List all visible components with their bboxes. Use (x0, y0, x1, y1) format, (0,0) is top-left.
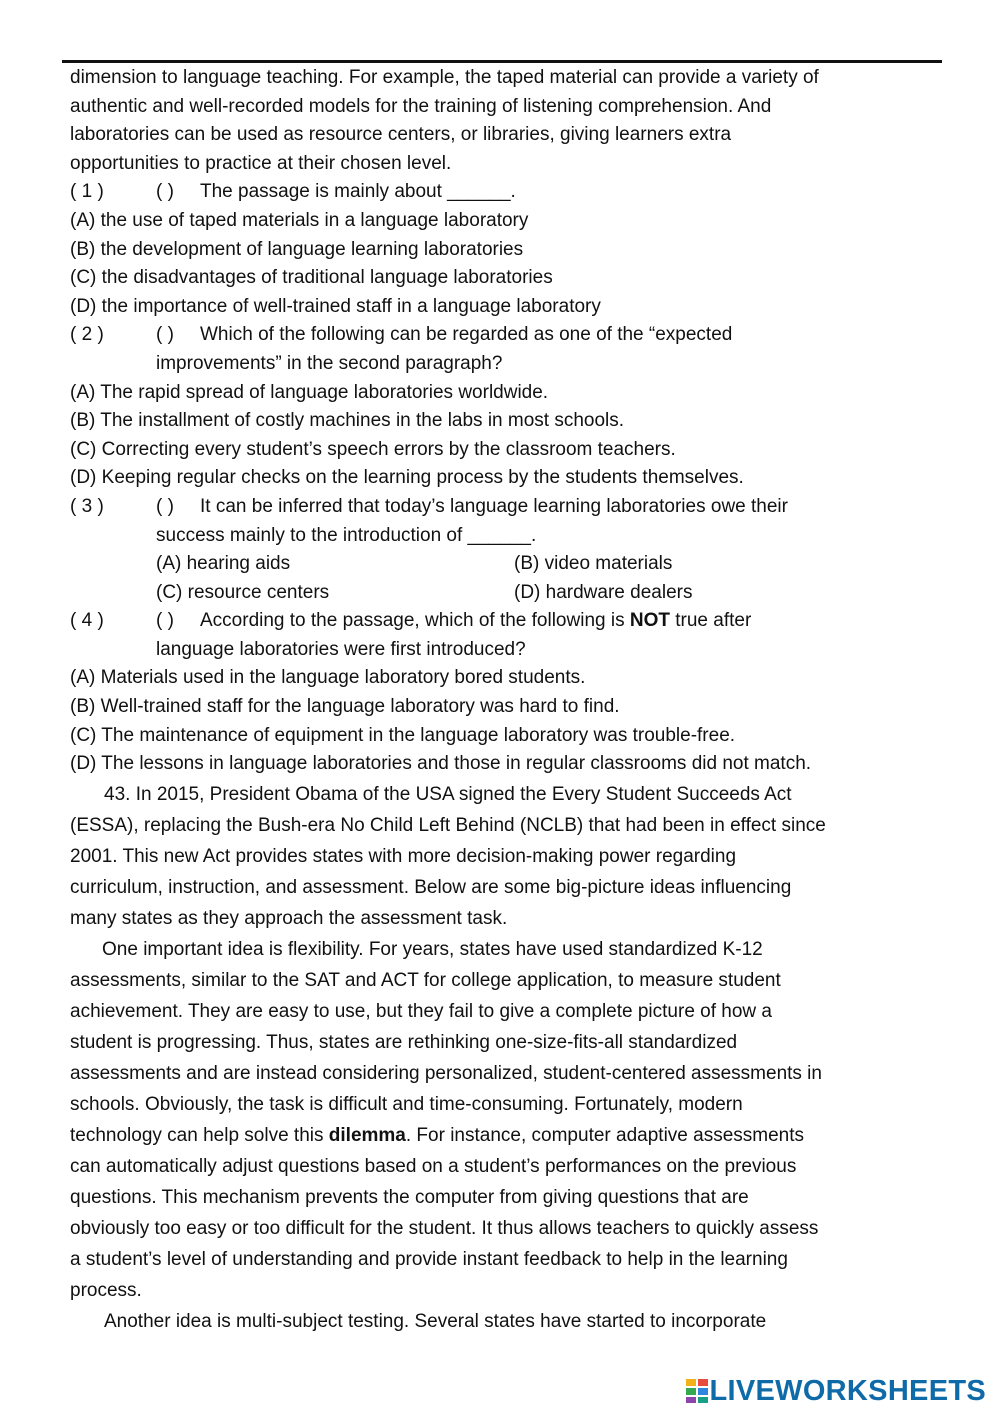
option-d: (D) The lessons in language laboratories and those in regular classrooms did not match. (70, 753, 812, 775)
question-number: ( 3 ) (70, 495, 104, 517)
question-2 (70, 321, 940, 493)
passage-line: dimension to language teaching. For example, the taped material can provide a variety of (70, 67, 819, 88)
answer-blank[interactable]: ( ) (156, 610, 174, 632)
option-a: (A) the use of taped materials in a language laboratory (70, 209, 529, 231)
passage-line: assessments and are instead considering personalized, student-centered assessments in (70, 1062, 822, 1084)
question-4 (70, 607, 940, 779)
option-a: (A) hearing aids (156, 553, 291, 575)
passage-line: opportunities to practice at their chosen level. (70, 152, 452, 174)
passage-line: One important idea is flexibility. For years, states have used standardized K-12 (102, 938, 763, 960)
option-b: (B) the development of language learning laboratories (70, 238, 524, 260)
passage-line: a student’s level of understanding and provide instant feedback to help in the learning (70, 1248, 788, 1270)
passage-line: can automatically adjust questions based on a student’s performances on the previous (70, 1155, 797, 1177)
passage-line: many states as they approach the assessment task. (70, 907, 508, 929)
question-text-continued: language laboratories were first introduced? (156, 638, 526, 660)
question-text-end: true after (669, 610, 752, 632)
option-d: (D) the importance of well-trained staff in a language laboratory (70, 295, 601, 317)
passage-line: schools. Obviously, the task is difficult and time-consuming. Fortunately, modern (70, 1093, 743, 1115)
question-text-continued: improvements” in the second paragraph? (156, 352, 503, 374)
passage-line: curriculum, instruction, and assessment. Below are some big-picture ideas influencing (70, 876, 792, 898)
answer-blank[interactable]: ( ) (156, 495, 174, 517)
question-text: According to the passage, which of the following is (200, 610, 630, 632)
passage-line: obviously too easy or too difficult for the student. It thus allows teachers to quickly assess (70, 1217, 819, 1239)
question-text: The passage is mainly about ______. (200, 181, 516, 203)
passage-line: assessments, similar to the SAT and ACT for college application, to measure student (70, 969, 781, 991)
passage-text: . For instance, computer adaptive assessments (405, 1124, 805, 1146)
question-1 (70, 178, 940, 321)
option-b: (B) video materials (514, 553, 673, 575)
liveworksheets-logo-icon (686, 1379, 708, 1403)
question-text: Which of the following can be regarded as one of the “expected (200, 324, 733, 346)
passage-line-dilemma (70, 1120, 940, 1151)
option-c: (C) the disadvantages of traditional language laboratories (70, 267, 553, 289)
option-c: (C) Correcting every student’s speech errors by the classroom teachers. (70, 438, 676, 460)
option-c: (C) The maintenance of equipment in the language laboratory was trouble-free. (70, 724, 736, 746)
question-number: ( 1 ) (70, 181, 104, 203)
question-3 (70, 493, 940, 607)
question-text-continued: success mainly to the introduction of ______. (156, 524, 537, 546)
paragraph-2 (70, 934, 940, 1306)
question-number: ( 2 ) (70, 324, 104, 346)
question-number: ( 4 ) (70, 610, 104, 632)
emphasis-not: NOT (629, 610, 670, 632)
passage-line: (ESSA), replacing the Bush-era No Child Left Behind (NCLB) that had been in effect since (70, 814, 826, 836)
passage-line: 2001. This new Act provides states with more decision-making power regarding (70, 845, 737, 867)
option-d: (D) Keeping regular checks on the learning process by the students themselves. (70, 467, 744, 489)
worksheet-page (70, 64, 940, 1337)
option-a: (A) The rapid spread of language laboratories worldwide. (70, 381, 549, 403)
answer-blank[interactable]: ( ) (156, 324, 174, 346)
passage-line: 43. In 2015, President Obama of the USA signed the Every Student Succeeds Act (104, 783, 792, 805)
passage-line: achievement. They are easy to use, but they fail to give a complete picture of how a (70, 1000, 772, 1022)
paragraph-1 (70, 779, 940, 934)
option-b: (B) The installment of costly machines in the labs in most schools. (70, 410, 625, 432)
passage-line: questions. This mechanism prevents the computer from giving questions that are (70, 1186, 749, 1208)
passage-text: technology can help solve this (70, 1124, 329, 1146)
passage-line: process. (70, 1279, 142, 1301)
option-c: (C) resource centers (156, 581, 330, 603)
passage-43 (70, 779, 940, 1337)
paragraph-3 (70, 1306, 940, 1337)
passage-line: Another idea is multi-subject testing. Several states have started to incorporate (104, 1310, 767, 1332)
passage-line: laboratories can be used as resource centers, or libraries, giving learners extra (70, 124, 732, 146)
option-d: (D) hardware dealers (514, 581, 693, 603)
passage-line: student is progressing. Thus, states are rethinking one-size-fits-all standardized (70, 1031, 738, 1053)
passage-top (70, 64, 940, 178)
option-b: (B) Well-trained staff for the language laboratory was hard to find. (70, 696, 620, 718)
option-a: (A) Materials used in the language laboratory bored students. (70, 667, 586, 689)
top-rule (62, 60, 942, 63)
answer-blank[interactable]: ( ) (156, 181, 174, 203)
emphasis-dilemma: dilemma (328, 1124, 406, 1146)
liveworksheets-wordmark: LIVEWORKSHEETS (709, 1374, 986, 1407)
passage-line: authentic and well-recorded models for the training of listening comprehension. And (70, 95, 772, 117)
liveworksheets-logo[interactable] (686, 1375, 987, 1407)
question-text: It can be inferred that today’s language learning laboratories owe their (200, 495, 788, 517)
